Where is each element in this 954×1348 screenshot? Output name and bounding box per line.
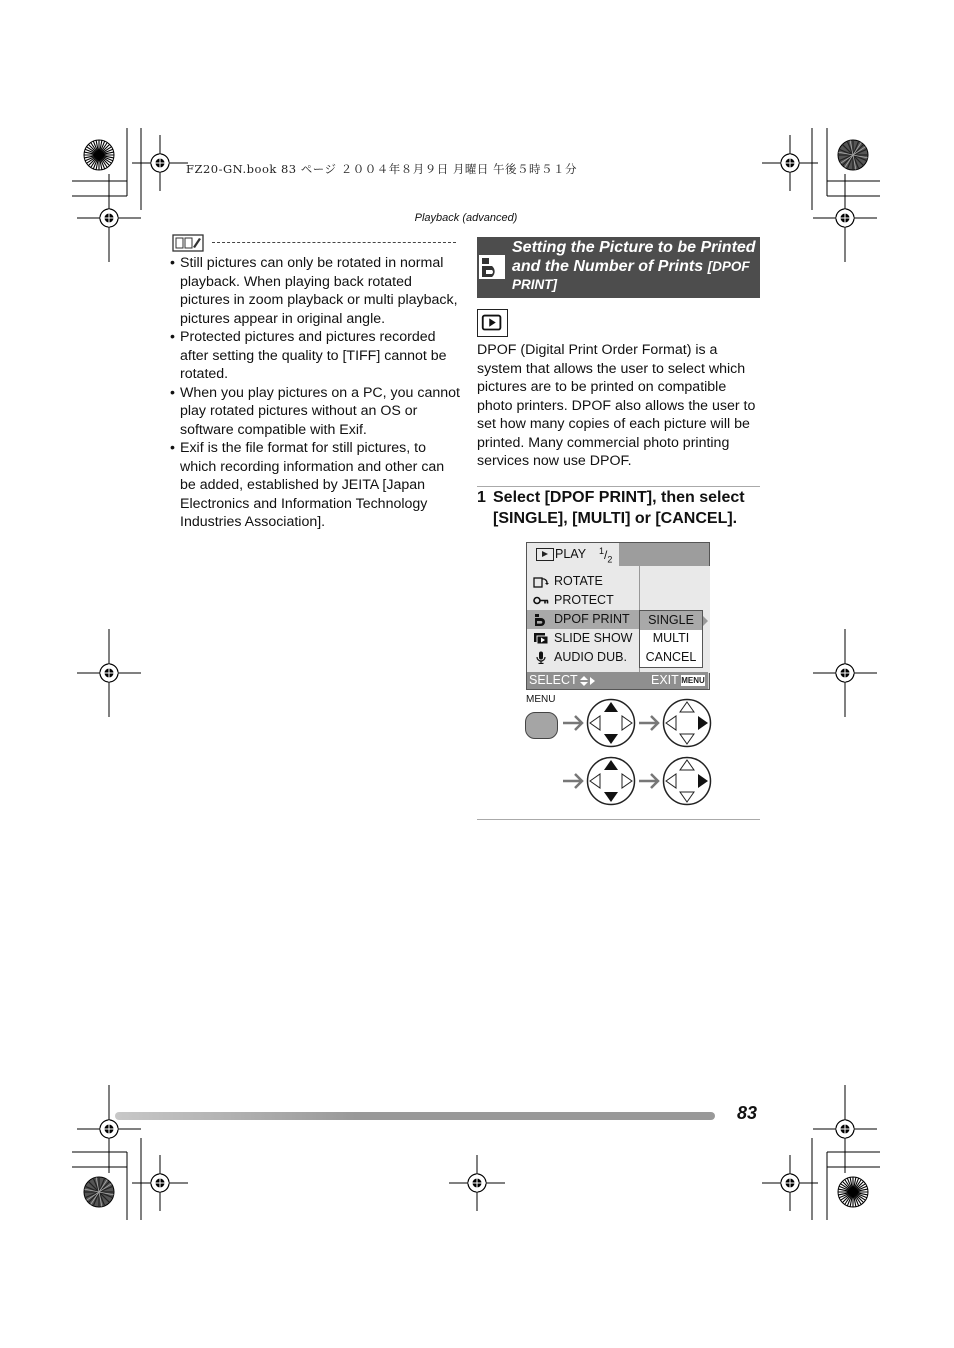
select-arrows-icon [578, 676, 596, 686]
microphone-icon [533, 651, 549, 664]
dpad-up-down-icon [588, 700, 635, 747]
menu-button[interactable] [525, 712, 558, 739]
dpof-icon [533, 613, 549, 626]
tab-bar-fill [619, 543, 709, 566]
menu-item-protect[interactable] [527, 591, 639, 610]
key-icon [533, 594, 549, 607]
tab-play-label: PLAY [555, 547, 587, 561]
camera-menu-screen [526, 542, 710, 690]
dpof-submenu [639, 610, 703, 668]
note-divider [212, 242, 456, 243]
submenu-arrow-icon [703, 616, 708, 626]
section-label: Playback (advanced) [414, 212, 518, 224]
step-number: 1 [477, 489, 486, 506]
cursor-sequence-diagram [560, 696, 720, 808]
menu-item-label: PROTECT [554, 593, 614, 607]
option-multi[interactable]: MULTI [652, 631, 690, 645]
dpof-print-icon [479, 255, 505, 279]
tab-play[interactable] [527, 543, 619, 566]
menu-item-label: ROTATE [554, 574, 603, 588]
note-item: • When you play pictures on a PC, you cannot play rotated pictures without an OS or software compatible with Exif. [170, 384, 460, 440]
play-icon [536, 548, 554, 561]
screen-footer [527, 672, 708, 689]
playback-mode-icon [477, 309, 508, 337]
footer-bar [115, 1112, 715, 1120]
next-arrow-icon [563, 716, 582, 730]
note-icon [172, 234, 204, 252]
rotate-icon [533, 575, 549, 588]
menu-badge: MENU [681, 676, 705, 685]
section-title: Setting the Picture to be Printed and the Number of Prints [DPOF PRINT] [512, 239, 756, 292]
slideshow-icon [533, 632, 549, 645]
divider-bottom [477, 819, 760, 820]
menu-button-caption: MENU [526, 694, 556, 705]
dpof-description: DPOF (Digital Print Order Format) is a system that allows the user to select which pictures are to be printed on compatible photo printers. DPOF also allows the user to set how many copies of each picture will be printed. Many commercial photo printing services now use DPOF. [477, 342, 756, 469]
next-arrow-icon [563, 774, 582, 788]
menu-item-rotate[interactable] [527, 572, 639, 591]
section-title-box [477, 237, 760, 298]
menu-item-slide-show[interactable] [527, 629, 639, 648]
notes-list [170, 254, 460, 532]
step-text: Select [DPOF PRINT], then select [SINGLE], [MULTI] or [CANCEL]. [493, 489, 745, 527]
menu-page-indicator: $^1/_2$ [599, 546, 613, 565]
menu-item-label: DPOF PRINT [554, 612, 630, 626]
next-arrow-icon [639, 716, 658, 730]
menu-item-dpof-print[interactable] [527, 610, 639, 629]
option-cancel[interactable]: CANCEL [645, 650, 697, 664]
dpad-right-icon [664, 758, 711, 805]
exit-hint: EXIT [651, 673, 679, 687]
dpad-up-down-icon [588, 758, 635, 805]
dpad-right-icon [664, 700, 711, 747]
note-item: • Still pictures can only be rotated in normal playback. When playing back rotated pictures in zoom playback or multi playback, pictures appear in original angle. [170, 254, 460, 328]
page-number: 83 [737, 1103, 758, 1123]
note-item: • Protected pictures and pictures recorded after setting the quality to [TIFF] cannot be rotated. [170, 328, 460, 384]
note-item: • Exif is the file format for still pictures, to which recording information and other can be added, established by JEITA [Japan Electronics and Information Technology Industries Association]. [170, 439, 460, 532]
print-header: FZ20-GN.book 83 ページ ２００４年８月９日 月曜日 午後５時５１分 [186, 162, 578, 176]
select-hint: SELECT [529, 673, 596, 687]
menu-item-label: AUDIO DUB. [554, 650, 627, 664]
option-single[interactable]: SINGLE [640, 611, 702, 630]
menu-list [527, 566, 639, 673]
next-arrow-icon [639, 774, 658, 788]
menu-item-label: SLIDE SHOW [554, 631, 633, 645]
menu-item-audio-dub[interactable] [527, 648, 639, 667]
